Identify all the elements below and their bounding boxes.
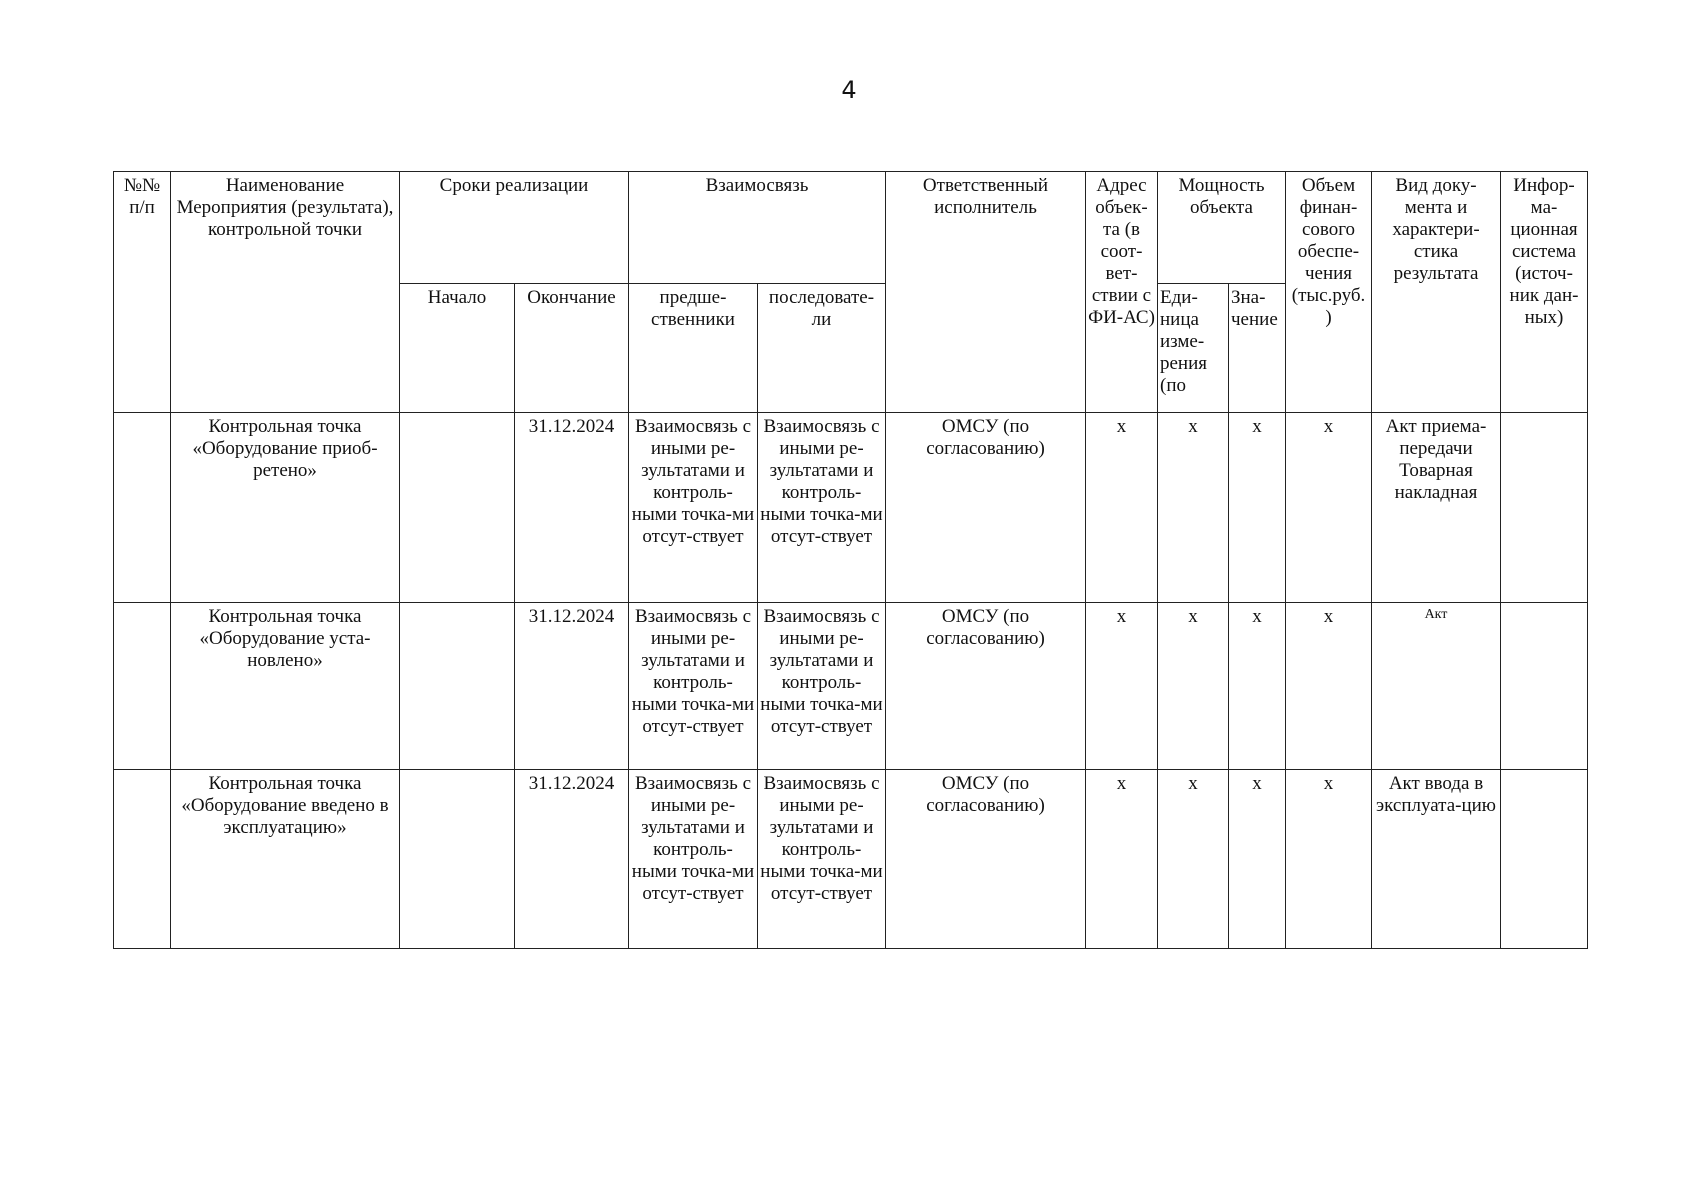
cell-address: х [1086, 413, 1158, 603]
header-timeline: Сроки реализации [400, 172, 629, 284]
cell-end: 31.12.2024 [515, 413, 629, 603]
cell-value: х [1229, 770, 1286, 949]
cell-doc-type: Акт приема-передачи Товарная накладная [1372, 413, 1501, 603]
cell-name: Контрольная точка «Оборудование введено в эксплуатацию» [171, 770, 400, 949]
cell-name: Контрольная точка «Оборудование уста-новлено» [171, 603, 400, 770]
cell-info-system [1501, 603, 1588, 770]
cell-unit: х [1158, 413, 1229, 603]
header-row-top [114, 172, 1588, 284]
table-row [114, 413, 1588, 603]
table-row [114, 770, 1588, 949]
cell-responsible: ОМСУ (по согласованию) [886, 770, 1086, 949]
cell-responsible: ОМСУ (по согласованию) [886, 413, 1086, 603]
cell-address: х [1086, 770, 1158, 949]
header-end: Окончание [515, 284, 629, 413]
header-responsible: Ответственный исполнитель [886, 172, 1086, 413]
cell-doc-type: Акт [1372, 603, 1501, 770]
cell-info-system [1501, 413, 1588, 603]
header-capacity: Мощность объекта [1158, 172, 1286, 284]
plan-table [113, 171, 1588, 949]
cell-funding: х [1286, 603, 1372, 770]
cell-end: 31.12.2024 [515, 770, 629, 949]
cell-predecessors: Взаимосвязь с иными ре-зультатами и контроль-ными точка-ми отсут-ствует [629, 603, 758, 770]
cell-num [114, 770, 171, 949]
cell-predecessors: Взаимосвязь с иными ре-зультатами и контроль-ными точка-ми отсут-ствует [629, 413, 758, 603]
cell-start [400, 770, 515, 949]
cell-name: Контрольная точка «Оборудование приоб-ретено» [171, 413, 400, 603]
cell-start [400, 413, 515, 603]
cell-num [114, 413, 171, 603]
cell-value: х [1229, 413, 1286, 603]
page-number: 4 [841, 76, 857, 104]
cell-value: х [1229, 603, 1286, 770]
cell-start [400, 603, 515, 770]
header-address: Адрес объек-та (в соот-вет-ствии с ФИ-АС) [1086, 172, 1158, 413]
header-successors: последовате-ли [758, 284, 886, 413]
cell-responsible: ОМСУ (по согласованию) [886, 603, 1086, 770]
cell-funding: х [1286, 770, 1372, 949]
header-info-system: Инфор-ма-ционная система (источ-ник дан-ных) [1501, 172, 1588, 413]
header-funding: Объем финан-сового обеспе-чения (тыс.руб. ) [1286, 172, 1372, 413]
cell-num [114, 603, 171, 770]
cell-predecessors: Взаимосвязь с иными ре-зультатами и контроль-ными точка-ми отсут-ствует [629, 770, 758, 949]
cell-funding: х [1286, 413, 1372, 603]
cell-unit: х [1158, 770, 1229, 949]
header-doc-type: Вид доку-мента и характери-стика результата [1372, 172, 1501, 413]
header-num: №№ п/п [114, 172, 171, 413]
cell-successors: Взаимосвязь с иными ре-зультатами и контроль-ными точка-ми отсут-ствует [758, 770, 886, 949]
header-start: Начало [400, 284, 515, 413]
header-relation: Взаимосвязь [629, 172, 886, 284]
cell-address: х [1086, 603, 1158, 770]
cell-info-system [1501, 770, 1588, 949]
table-row [114, 603, 1588, 770]
header-unit: Еди-ница изме-рения (по [1158, 284, 1229, 413]
header-value: Зна-чение [1229, 284, 1286, 413]
cell-doc-type: Акт ввода в эксплуата-цию [1372, 770, 1501, 949]
cell-end: 31.12.2024 [515, 603, 629, 770]
cell-successors: Взаимосвязь с иными ре-зультатами и контроль-ными точка-ми отсут-ствует [758, 603, 886, 770]
header-name: Наименование Мероприятия (результата), контрольной точки [171, 172, 400, 413]
header-predecessors: предше-ственники [629, 284, 758, 413]
cell-successors: Взаимосвязь с иными ре-зультатами и контроль-ными точка-ми отсут-ствует [758, 413, 886, 603]
cell-unit: х [1158, 603, 1229, 770]
